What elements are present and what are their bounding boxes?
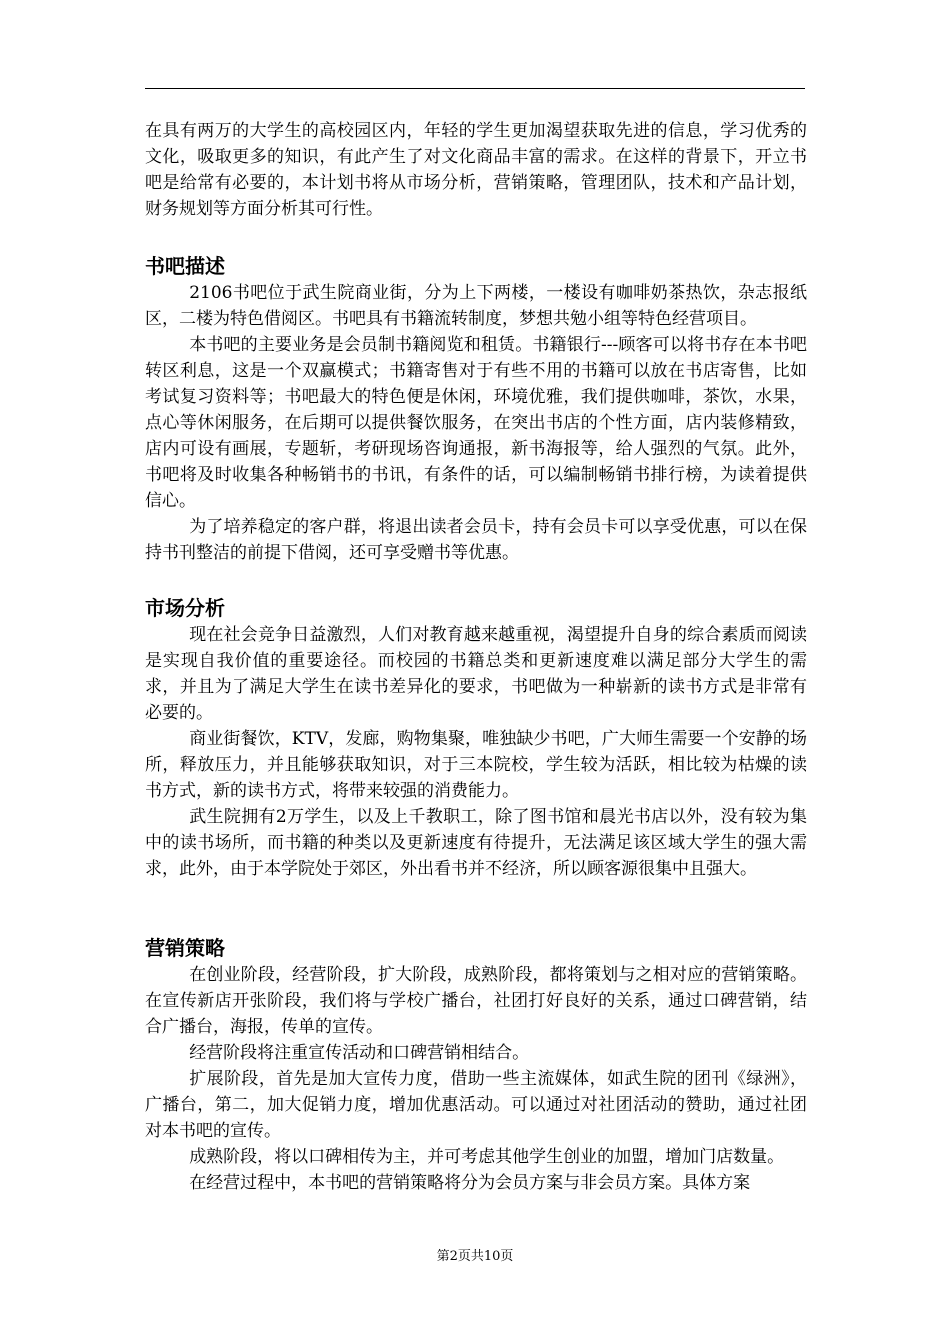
- paragraph: 在创业阶段，经营阶段，扩大阶段，成熟阶段，都将策划与之相对应的营销策略。在宣传新店开张阶段，我们将与学校广播台，社团打好良好的关系，通过口碑营销，结合广播台，海报，传单的宣传。: [145, 965, 807, 1037]
- paragraph: 成熟阶段，将以口碑相传为主，并可考虑其他学生创业的加盟，增加门店数量。: [189, 1147, 785, 1167]
- paragraph: 现在社会竞争日益激烈，人们对教育越来越重视，渴望提升自身的综合素质而阅读是实现自我价值的重要途径。而校园的书籍总类和更新速度难以满足部分大学生的需求，并且为了满足大学生在读书差异化的要求，书吧做为一种崭新的读书方式是非常有必要的。: [145, 625, 807, 723]
- paragraph: 扩展阶段，首先是加大宣传力度，借助一些主流媒体，如武生院的团刊《绿洲》，广播台，第二，加大促销力度，增加优惠活动。可以通过对社团活动的赞助，通过社团对本书吧的宣传。: [145, 1069, 807, 1141]
- intro-paragraph: 在具有两万的大学生的高校园区内，年轻的学生更加渴望获取先进的信息，学习优秀的文化，吸取更多的知识，有此产生了对文化商品丰富的需求。在这样的背景下，开立书吧是给常有必要的，本计划书将从市场分析，营销策略，管理团队，技术和产品计划，财务规划等方面分析其可行性。: [145, 121, 807, 219]
- paragraph: 经营阶段将注重宣传活动和口碑营销相结合。: [189, 1043, 530, 1063]
- section-title: 书吧描述: [145, 254, 225, 278]
- header-rule: [145, 88, 805, 89]
- section-title: 营销策略: [145, 936, 225, 960]
- document-body: [145, 118, 807, 1196]
- paragraph: 本书吧的主要业务是会员制书籍阅览和租赁。书籍银行---顾客可以将书存在本书吧转区利息，这是一个双赢模式；书籍寄售对于有些不用的书籍可以放在书店寄售，比如考试复习资料等；书吧最大的特色便是休闲，环境优雅，我们提供咖啡，茶饮，水果，点心等休闲服务，在后期可以提供餐饮服务，在突出书店的个性方面，店内装修精致，店内可设有画展，专题斩，考研现场咨询通报，新书海报等，给人强烈的气氛。此外，书吧将及时收集各种畅销书的书讯，有条件的话，可以编制畅销书排行榜，为读着提供信心。: [145, 335, 807, 511]
- section-title: 市场分析: [145, 596, 225, 620]
- paragraph: 在经营过程中，本书吧的营销策略将分为会员方案与非会员方案。具体方案: [189, 1173, 751, 1193]
- paragraph: 武生院拥有2万学生，以及上千教职工，除了图书馆和晨光书店以外，没有较为集中的读书场所，而书籍的种类以及更新速度有待提升，无法满足该区域大学生的强大需求，此外，由于本学院处于郊区，外出看书并不经济，所以顾客源很集中且强大。: [145, 807, 807, 879]
- page-number: 第2页共10页: [436, 1249, 514, 1264]
- paragraph: 为了培养稳定的客户群，将退出读者会员卡，持有会员卡可以享受优惠，可以在保持书刊整洁的前提下借阅，还可享受赠书等优惠。: [145, 517, 807, 563]
- paragraph: 2106书吧位于武生院商业街，分为上下两楼，一楼设有咖啡奶茶热饮，杂志报纸区，二楼为特色借阅区。书吧具有书籍流转制度，梦想共勉小组等特色经营项目。: [145, 283, 807, 329]
- section-market: [145, 594, 807, 882]
- paragraph: 商业街餐饮，KTV，发廊，购物集聚，唯独缺少书吧，广大师生需要一个安静的场所，释放压力，并且能够获取知识，对于三本院校，学生较为活跃，相比较为枯燥的读书方式，新的读书方式，将带来较强的消费能力。: [145, 729, 807, 801]
- section-marketing: [145, 934, 807, 1196]
- section-description: [145, 252, 807, 566]
